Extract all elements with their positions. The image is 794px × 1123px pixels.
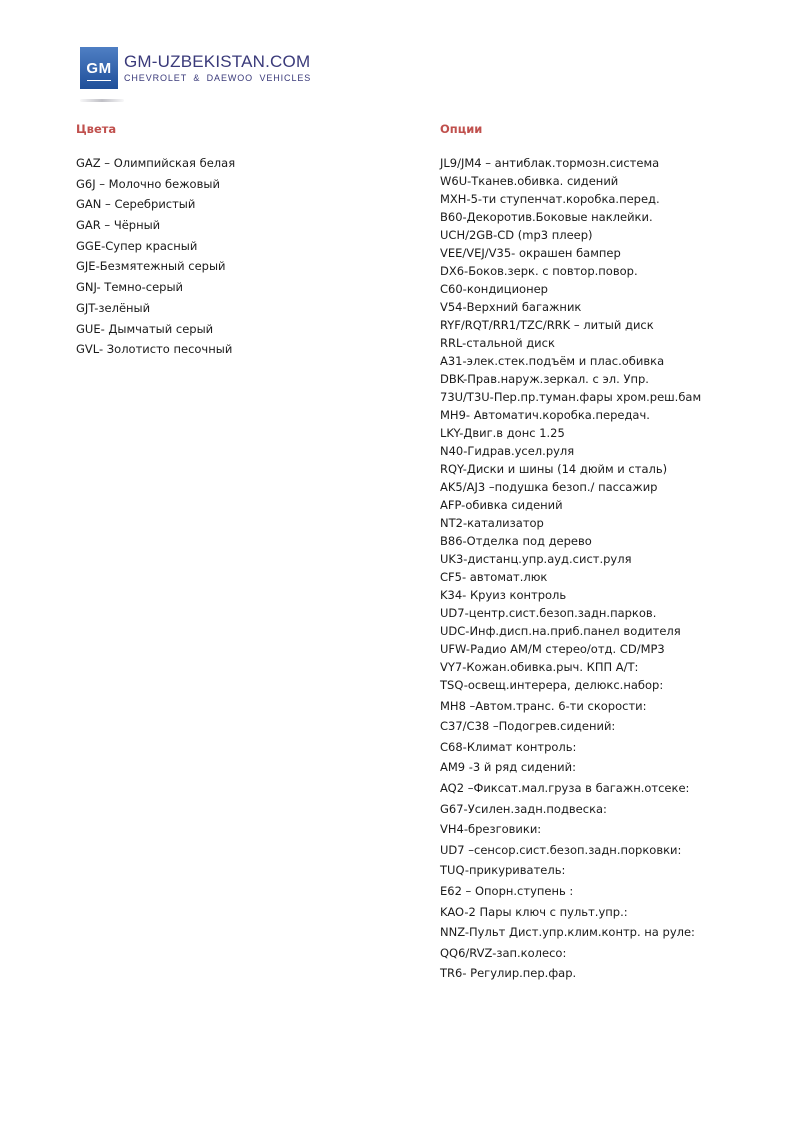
option-item: UCH/2GB-CD (mp3 плеер) bbox=[440, 228, 593, 242]
option-item: KAO-2 Пары ключ с пульт.упр.: bbox=[440, 904, 628, 919]
option-item: LKY-Двиг.в донс 1.25 bbox=[440, 426, 565, 440]
option-item: RRL-стальной диск bbox=[440, 336, 555, 350]
site-header bbox=[80, 47, 340, 107]
option-item: K34- Круиз контроль bbox=[440, 588, 567, 602]
logo-shadow-divider bbox=[80, 99, 124, 102]
logo-text: GM bbox=[86, 59, 112, 77]
option-item: MH9- Автоматич.коробка.передач. bbox=[440, 408, 650, 422]
option-item: AM9 -3 й ряд сидений: bbox=[440, 760, 577, 775]
color-item: G6J – Молочно бежовый bbox=[76, 176, 220, 191]
option-item: AQ2 –Фиксат.мал.груза в багажн.отсеке: bbox=[440, 780, 690, 795]
option-item: AK5/AJ3 –подушка безоп./ пассажир bbox=[440, 480, 658, 494]
option-item: E62 – Опорн.ступень : bbox=[440, 883, 574, 898]
option-item: UFW-Радио AM/M стерео/отд. CD/MP3 bbox=[440, 642, 665, 656]
option-item: C37/C38 –Подогрев.сидений: bbox=[440, 719, 616, 734]
color-item: GVL- Золотисто песочный bbox=[76, 342, 233, 357]
option-item: VEE/VEJ/V35- окрашен бампер bbox=[440, 246, 621, 260]
color-item: GUE- Дымчатый серый bbox=[76, 321, 214, 336]
option-item: QQ6/RVZ-зап.колесо: bbox=[440, 945, 567, 960]
option-item: JL9/JM4 – антиблак.тормозн.система bbox=[440, 156, 660, 170]
option-item: MH8 –Автом.транс. 6-ти скорости: bbox=[440, 698, 647, 713]
option-item: NT2-катализатор bbox=[440, 516, 544, 530]
brand-title: GM-UZBEKISTAN.COM bbox=[124, 52, 311, 71]
option-item: B86-Отделка под дерево bbox=[440, 534, 592, 548]
option-item: UD7 –сенсор.сист.безоп.задн.порковки: bbox=[440, 842, 682, 857]
option-item: RQY-Диски и шины (14 дюйм и сталь) bbox=[440, 462, 668, 476]
option-item: 73U/T3U-Пер.пр.туман.фары хром.реш.бам bbox=[440, 390, 702, 404]
option-item: UK3-дистанц.упр.ауд.сист.руля bbox=[440, 552, 632, 566]
option-item: TR6- Регулир.пер.фар. bbox=[440, 966, 577, 981]
color-item: GJE-Безмятежный серый bbox=[76, 259, 226, 274]
option-item: AFP-обивка сидений bbox=[440, 498, 563, 512]
gm-logo-icon bbox=[80, 47, 118, 89]
option-item: TSQ-освещ.интерера, делюкс.набор: bbox=[440, 678, 664, 692]
color-item: GAN – Серебристый bbox=[76, 197, 196, 212]
option-item: UD7-центр.сист.безоп.задн.парков. bbox=[440, 606, 657, 620]
option-item: VH4-брезговики: bbox=[440, 822, 542, 837]
color-item: GAZ – Олимпийская белая bbox=[76, 156, 236, 170]
brand-subtitle: CHEVROLET & DAEWOO VEHICLES bbox=[124, 73, 312, 83]
option-item: DX6-Боков.зерк. с повтор.повор. bbox=[440, 264, 638, 278]
options-list bbox=[440, 155, 701, 986]
option-item: C68-Климат контроль: bbox=[440, 739, 577, 754]
option-item: UDC-Инф.дисп.на.приб.панел водителя bbox=[440, 624, 681, 638]
color-item: GJT-зелёный bbox=[76, 300, 151, 315]
option-item: MXH-5-ти ступенчат.коробка.перед. bbox=[440, 192, 660, 206]
options-heading: Опции bbox=[440, 122, 483, 136]
colors-list bbox=[76, 155, 235, 362]
color-item: GNJ- Темно-серый bbox=[76, 280, 184, 295]
option-item: RYF/RQT/RR1/TZC/RRK – литый диск bbox=[440, 318, 654, 332]
option-item: G67-Усилен.задн.подвеска: bbox=[440, 801, 607, 816]
option-item: VY7-Кожан.обивка.рыч. КПП А/Т: bbox=[440, 660, 639, 674]
color-item: GAR – Чёрный bbox=[76, 218, 161, 233]
option-item: B60-Декоротив.Боковые наклейки. bbox=[440, 210, 653, 224]
option-item: C60-кондиционер bbox=[440, 282, 548, 296]
option-item: CF5- автомат.люк bbox=[440, 570, 548, 584]
color-item: GGE-Супер красный bbox=[76, 238, 198, 253]
option-item: W6U-Тканев.обивка. сидений bbox=[440, 174, 619, 188]
option-item: A31-элек.стек.подъём и плас.обивка bbox=[440, 354, 665, 368]
option-item: V54-Верхний багажник bbox=[440, 300, 582, 314]
option-item: NNZ-Пульт Дист.упр.клим.контр. на руле: bbox=[440, 925, 695, 940]
option-item: N40-Гидрав.усел.руля bbox=[440, 444, 575, 458]
colors-heading: Цвета bbox=[76, 122, 117, 136]
option-item: DBK-Прав.наруж.зеркал. с эл. Упр. bbox=[440, 372, 649, 386]
option-item: TUQ-прикуриватель: bbox=[440, 863, 566, 878]
